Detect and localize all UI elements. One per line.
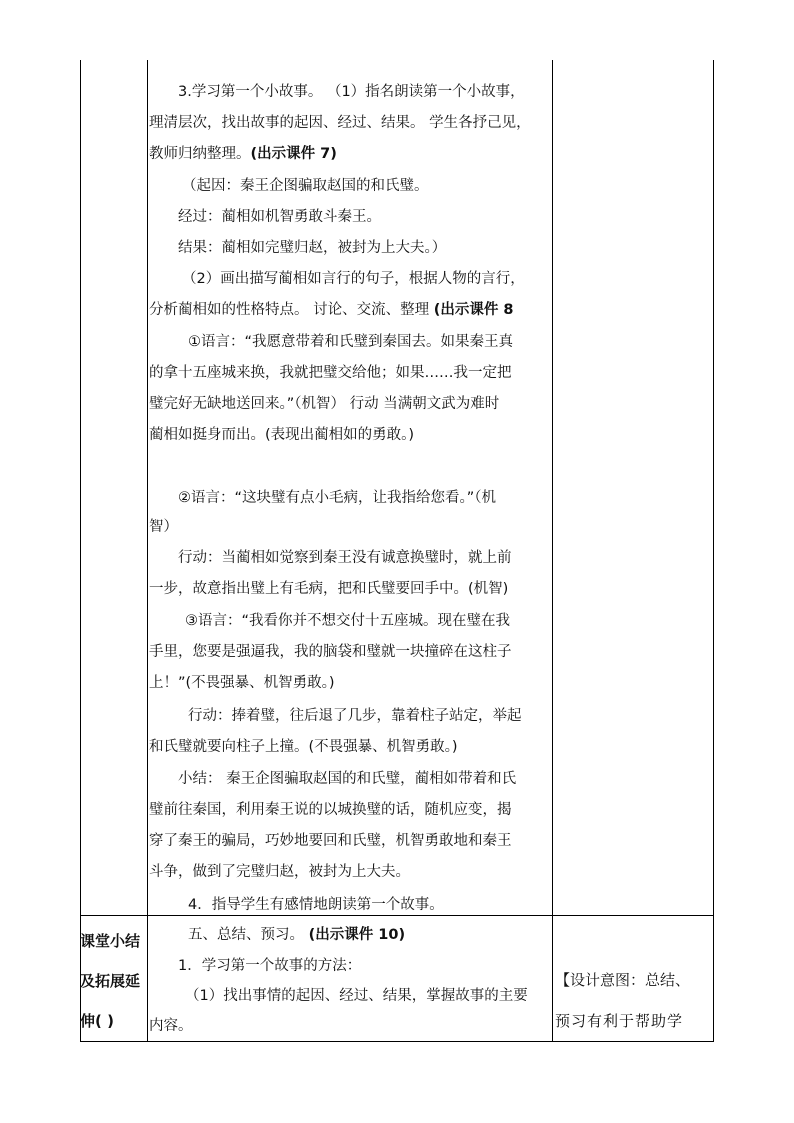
section5-heading-text: 五、总结、预习。 (188, 927, 309, 943)
summary-line3: 穿了秦王的骗局，巧妙地要回和氏璧，机智勇敢地和秦王 (149, 833, 512, 849)
step4-line: 4．指导学生有感情地朗读第一个故事。 (188, 897, 444, 913)
quote1-line1: ①语言：“我愿意带着和氏璧到秦国去。如果秦王真 (188, 334, 514, 350)
content-column-divider (552, 60, 553, 1042)
quote3-action-line1: 行动：捧着璧，往后退了几步，靠着柱子站定，举起 (188, 708, 522, 724)
method-item1-sub-line1: （1）找出事情的起因、经过、结果，掌握故事的主要 (185, 988, 528, 1004)
quote3-line2: 手里，您要是强逼我，我的脑袋和璧就一块撞碎在这柱子 (149, 644, 512, 660)
section-label-line1: 课堂小结 (80, 932, 141, 950)
step2-text: 分析蔺相如的性格特点。 讨论、交流、整理 (149, 302, 434, 318)
story-process: 经过：蔺相如机智勇敢斗秦王。 (178, 209, 381, 225)
quote3-action-line2: 和氏璧就要向柱子上撞。(不畏强暴、机智勇敢。) (149, 739, 458, 755)
method-item1: 1．学习第一个故事的方法： (178, 958, 362, 974)
section-label-line3: 伸( ) (80, 1012, 114, 1030)
design-intent-line1: 【设计意图：总结、 (555, 971, 691, 989)
step3-line2: 理清层次，找出故事的起因、经过、结果。 学生各抒己见， (149, 115, 531, 131)
section5-heading (188, 925, 405, 945)
step2-line1: （2）画出描写蔺相如言行的句子，根据人物的言行， (182, 271, 525, 287)
story-result: 结果：蔺相如完璧归赵，被封为上大夫。） (178, 240, 447, 256)
quote3-line3: 上！”(不畏强暴、机智勇敢。) (149, 675, 335, 691)
quote2-line1: ②语言：“这块璧有点小毛病，让我指给您看。”（机 (178, 490, 497, 506)
design-intent-line2: 预习有利于帮助学 (555, 1012, 684, 1030)
section-label-line2: 及拓展延 (80, 972, 141, 990)
courseware-ref-7: (出示课件 7) (250, 146, 337, 162)
step3-line1: 3.学习第一个小故事。 （1）指名朗读第一个小故事， (178, 84, 525, 100)
courseware-ref-8: (出示课件 8 (433, 302, 514, 318)
quote2-action-line1: 行动：当蔺相如觉察到秦王没有诚意换璧时，就上前 (178, 550, 512, 566)
courseware-ref-10: (出示课件 10) (308, 927, 406, 943)
story-cause: （起因：秦王企图骗取赵国的和氏璧。 (182, 178, 429, 194)
method-item1-sub-line2: 内容。 (149, 1018, 193, 1034)
step2-line2 (149, 300, 513, 320)
step3-line3 (149, 144, 337, 164)
summary-line2: 璧前往秦国，利用秦王说的以城换璧的话，随机应变，揭 (149, 802, 512, 818)
row-divider (80, 915, 714, 916)
table-right-border (713, 60, 714, 1042)
summary-line1: 小结： 秦王企图骗取赵国的和氏璧，蔺相如带着和氏 (178, 771, 517, 787)
step3-text: 教师归纳整理。 (149, 146, 251, 162)
quote1-line2: 的拿十五座城来换，我就把璧交给他；如果……我一定把 (149, 365, 512, 381)
quote1-line4: 蔺相如挺身而出。(表现出蔺相如的勇敢。) (149, 427, 415, 443)
label-column-divider (147, 60, 148, 1042)
table-bottom-border (80, 1041, 714, 1042)
table-left-border (80, 60, 81, 1042)
quote1-line3: 璧完好无缺地送回来。”（机智） 行动 当满朝文武为难时 (149, 396, 500, 412)
quote2-line2: 智） (149, 519, 178, 535)
summary-line4: 斗争，做到了完璧归赵，被封为上大夫。 (149, 864, 410, 880)
quote3-line1: ③语言：“我看你并不想交付十五座城。现在璧在我 (185, 613, 511, 629)
quote2-action-line2: 一步，故意指出璧上有毛病，把和氏璧要回手中。(机智) (149, 581, 509, 597)
